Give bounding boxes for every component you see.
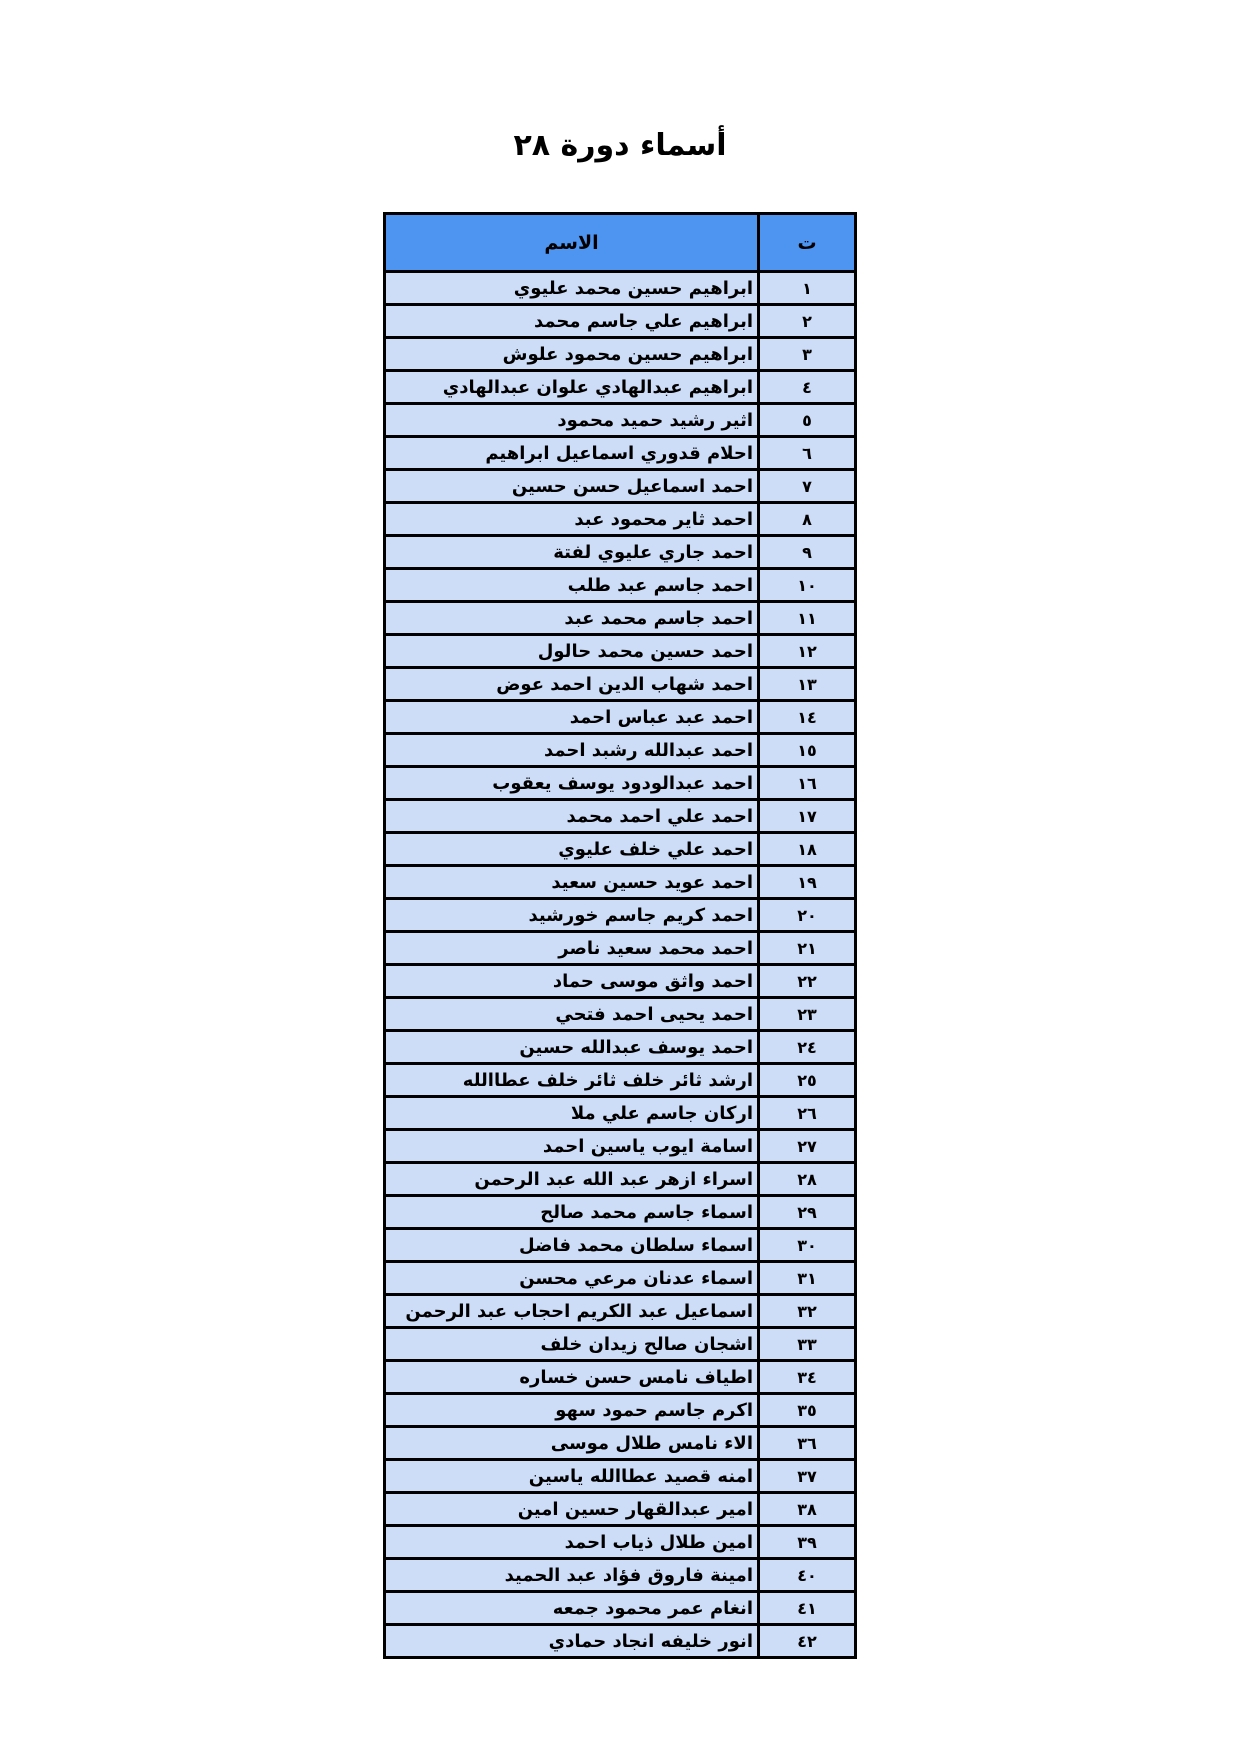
row-name: اسماعيل عبد الكريم احجاب عبد الرحمن	[385, 1295, 759, 1328]
row-name: ابراهيم عبدالهادي علوان عبدالهادي	[385, 371, 759, 404]
row-serial: ٤	[759, 371, 856, 404]
table-row	[385, 866, 856, 899]
row-name: احمد اسماعيل حسن حسين	[385, 470, 759, 503]
row-serial: ٣١	[759, 1262, 856, 1295]
row-name: احمد حسين محمد حالول	[385, 635, 759, 668]
row-serial: ٣	[759, 338, 856, 371]
row-name: اركان جاسم علي ملا	[385, 1097, 759, 1130]
row-name: اثير رشيد حميد محمود	[385, 404, 759, 437]
table-row	[385, 1493, 856, 1526]
row-name: احمد علي احمد محمد	[385, 800, 759, 833]
table-row	[385, 767, 856, 800]
row-serial: ٧	[759, 470, 856, 503]
row-name: اطياف نامس حسن خساره	[385, 1361, 759, 1394]
row-serial: ٢٧	[759, 1130, 856, 1163]
table-row	[385, 602, 856, 635]
row-name: احمد جاري عليوي لفتة	[385, 536, 759, 569]
row-serial: ٢٢	[759, 965, 856, 998]
row-name: اسماء سلطان محمد فاضل	[385, 1229, 759, 1262]
row-name: احمد عويد حسين سعيد	[385, 866, 759, 899]
row-serial: ١١	[759, 602, 856, 635]
table-row	[385, 338, 856, 371]
table-row	[385, 1592, 856, 1625]
table-row	[385, 1328, 856, 1361]
row-serial: ١٧	[759, 800, 856, 833]
row-serial: ٦	[759, 437, 856, 470]
table-row	[385, 1130, 856, 1163]
row-serial: ٢٥	[759, 1064, 856, 1097]
table-row	[385, 1229, 856, 1262]
table-row	[385, 1361, 856, 1394]
row-serial: ٢٦	[759, 1097, 856, 1130]
row-name: ابراهيم علي جاسم محمد	[385, 305, 759, 338]
row-serial: ٢	[759, 305, 856, 338]
row-serial: ٣٠	[759, 1229, 856, 1262]
row-serial: ١٠	[759, 569, 856, 602]
row-name: امنه قصيد عطاالله ياسين	[385, 1460, 759, 1493]
row-name: اشجان صالح زيدان خلف	[385, 1328, 759, 1361]
table-row	[385, 1625, 856, 1658]
table-row	[385, 1460, 856, 1493]
table-row	[385, 371, 856, 404]
table-row	[385, 1262, 856, 1295]
row-serial: ٤٠	[759, 1559, 856, 1592]
table-row	[385, 503, 856, 536]
table-row	[385, 404, 856, 437]
table-row	[385, 1031, 856, 1064]
row-serial: ١٨	[759, 833, 856, 866]
table-row	[385, 899, 856, 932]
header-serial-column: ت	[759, 214, 856, 272]
row-serial: ٩	[759, 536, 856, 569]
row-name: اسراء ازهر عبد الله عبد الرحمن	[385, 1163, 759, 1196]
row-name: احمد كريم جاسم خورشيد	[385, 899, 759, 932]
table-row	[385, 536, 856, 569]
row-serial: ١٤	[759, 701, 856, 734]
row-name: احمد عبدالودود يوسف يعقوب	[385, 767, 759, 800]
row-name: امين طلال ذياب احمد	[385, 1526, 759, 1559]
table-row	[385, 1295, 856, 1328]
row-name: احمد واثق موسى حماد	[385, 965, 759, 998]
row-name: ابراهيم حسين محمد عليوي	[385, 272, 759, 305]
table-row	[385, 932, 856, 965]
row-serial: ٢٣	[759, 998, 856, 1031]
row-name: ارشد ثائر خلف ثائر خلف عطاالله	[385, 1064, 759, 1097]
table-row	[385, 635, 856, 668]
row-name: الاء نامس طلال موسى	[385, 1427, 759, 1460]
roster-body	[385, 272, 856, 1658]
table-row	[385, 833, 856, 866]
row-serial: ٢٠	[759, 899, 856, 932]
row-name: احمد عبد عباس احمد	[385, 701, 759, 734]
table-row	[385, 1163, 856, 1196]
row-name: امير عبدالقهار حسين امين	[385, 1493, 759, 1526]
row-serial: ٤١	[759, 1592, 856, 1625]
row-name: ابراهيم حسين محمود علوش	[385, 338, 759, 371]
row-serial: ١٥	[759, 734, 856, 767]
row-name: احمد جاسم محمد عبد	[385, 602, 759, 635]
table-row	[385, 668, 856, 701]
table-row	[385, 800, 856, 833]
row-serial: ٣٢	[759, 1295, 856, 1328]
table-row	[385, 1559, 856, 1592]
row-serial: ١٣	[759, 668, 856, 701]
row-name: احمد شهاب الدين احمد عوض	[385, 668, 759, 701]
row-serial: ٢٩	[759, 1196, 856, 1229]
table-row	[385, 272, 856, 305]
table-row	[385, 965, 856, 998]
row-name: احمد علي خلف عليوي	[385, 833, 759, 866]
row-serial: ٣٧	[759, 1460, 856, 1493]
row-serial: ٣٩	[759, 1526, 856, 1559]
roster-header	[385, 214, 856, 272]
table-row	[385, 701, 856, 734]
table-row	[385, 437, 856, 470]
page-title: أسماء دورة ٢٨	[513, 128, 727, 163]
row-name: اسماء عدنان مرعي محسن	[385, 1262, 759, 1295]
row-serial: ٢٤	[759, 1031, 856, 1064]
row-serial: ٣٨	[759, 1493, 856, 1526]
row-serial: ٣٥	[759, 1394, 856, 1427]
row-serial: ١	[759, 272, 856, 305]
table-row	[385, 998, 856, 1031]
row-name: احمد عبدالله رشبد احمد	[385, 734, 759, 767]
roster-table	[383, 212, 857, 1659]
row-serial: ٢٨	[759, 1163, 856, 1196]
table-row	[385, 569, 856, 602]
row-serial: ١٦	[759, 767, 856, 800]
row-name: اسماء جاسم محمد صالح	[385, 1196, 759, 1229]
row-name: احمد محمد سعيد ناصر	[385, 932, 759, 965]
table-row	[385, 470, 856, 503]
table-row	[385, 1196, 856, 1229]
row-name: احمد يحيى احمد فتحي	[385, 998, 759, 1031]
row-name: امينة فاروق فؤاد عبد الحميد	[385, 1559, 759, 1592]
row-serial: ٥	[759, 404, 856, 437]
row-serial: ٣٣	[759, 1328, 856, 1361]
table-row	[385, 734, 856, 767]
row-serial: ٢١	[759, 932, 856, 965]
row-serial: ٣٦	[759, 1427, 856, 1460]
table-row	[385, 305, 856, 338]
row-name: احمد جاسم عبد طلب	[385, 569, 759, 602]
row-serial: ١٩	[759, 866, 856, 899]
row-name: اكرم جاسم حمود سهو	[385, 1394, 759, 1427]
header-name-column: الاسم	[385, 214, 759, 272]
row-name: انغام عمر محمود جمعه	[385, 1592, 759, 1625]
row-serial: ١٢	[759, 635, 856, 668]
row-serial: ٣٤	[759, 1361, 856, 1394]
roster-table-container	[383, 212, 857, 1659]
row-serial: ٤٢	[759, 1625, 856, 1658]
row-name: اسامة ايوب ياسين احمد	[385, 1130, 759, 1163]
table-row	[385, 1064, 856, 1097]
row-name: احلام قدوري اسماعيل ابراهيم	[385, 437, 759, 470]
table-row	[385, 1097, 856, 1130]
table-row	[385, 1526, 856, 1559]
row-serial: ٨	[759, 503, 856, 536]
table-row	[385, 1427, 856, 1460]
row-name: انور خليفه انجاد حمادي	[385, 1625, 759, 1658]
row-name: احمد يوسف عبدالله حسين	[385, 1031, 759, 1064]
header-row	[385, 214, 856, 272]
table-row	[385, 1394, 856, 1427]
row-name: احمد ثاير محمود عبد	[385, 503, 759, 536]
